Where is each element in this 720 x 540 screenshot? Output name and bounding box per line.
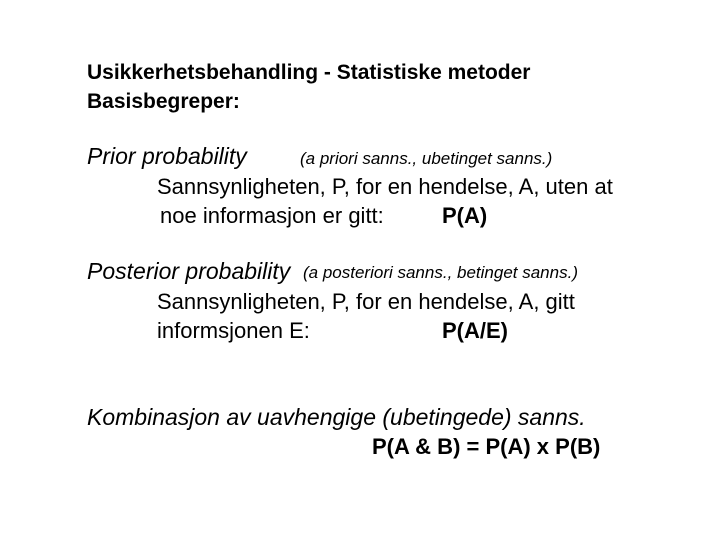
posterior-formula: P(A/E)	[442, 318, 508, 343]
slide-title-line-2: Basisbegreper:	[87, 90, 240, 113]
posterior-definition-line-1: Sannsynligheten, P, for en hendelse, A, gitt	[157, 289, 575, 314]
prior-note: (a priori sanns., ubetinget sanns.)	[300, 149, 553, 168]
combination-formula: P(A & B) = P(A) x P(B)	[372, 434, 601, 459]
slide-title-line-1: Usikkerhetsbehandling - Statistiske metoder	[87, 61, 531, 84]
prior-definition-line-1: Sannsynligheten, P, for en hendelse, A, uten at	[157, 174, 613, 199]
prior-definition-line-2: noe informasjon er gitt:	[160, 203, 384, 228]
prior-term: Prior probability	[87, 143, 247, 169]
prior-formula: P(A)	[442, 203, 488, 228]
posterior-note: (a posteriori sanns., betinget sanns.)	[303, 263, 578, 282]
combination-heading: Kombinasjon av uavhengige (ubetingede) sanns.	[87, 404, 586, 430]
posterior-term: Posterior probability	[87, 258, 291, 284]
posterior-definition-line-2: informsjonen E:	[157, 318, 310, 343]
